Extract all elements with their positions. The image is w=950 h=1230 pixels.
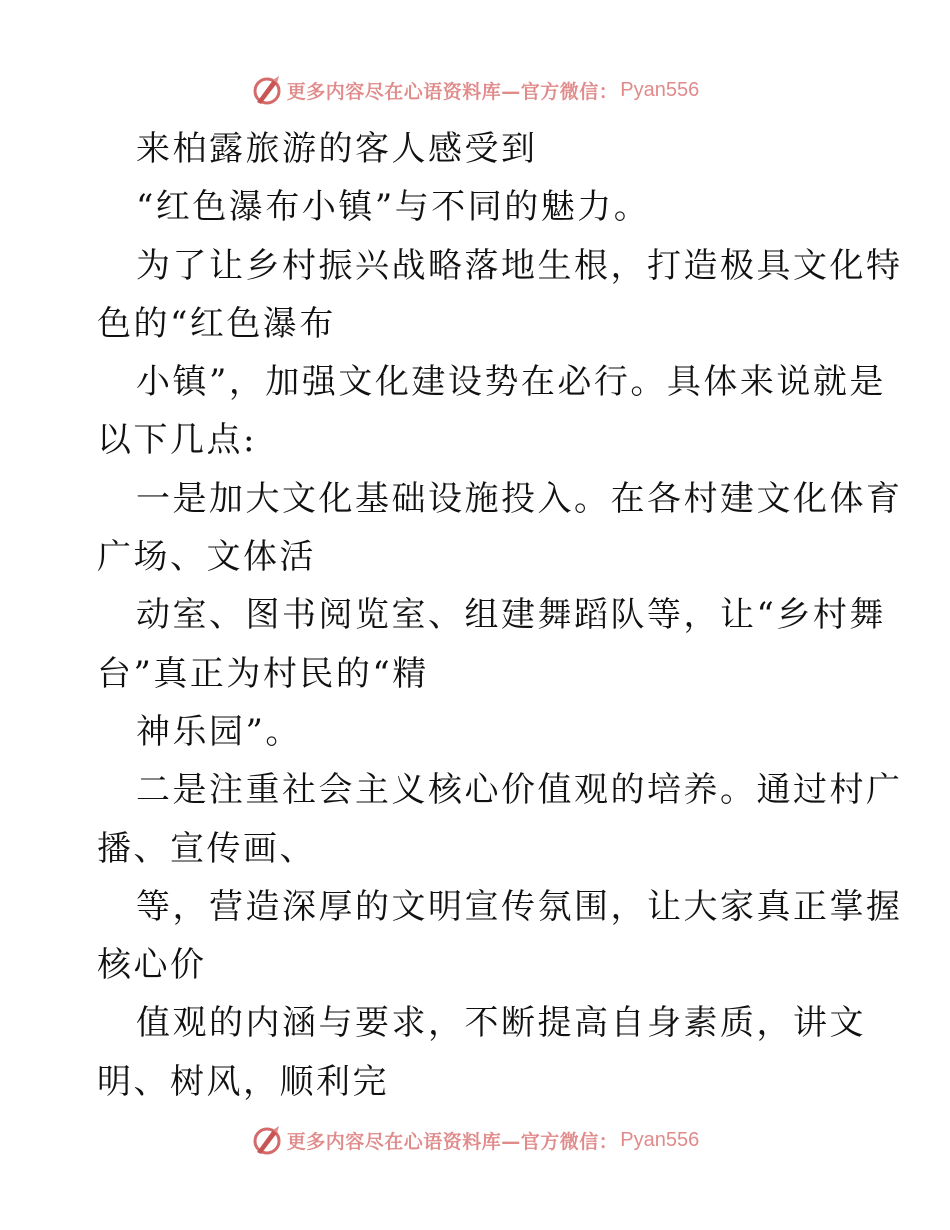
footer-watermark: [0, 1120, 950, 1160]
text-line: 色的“红色瀑布: [97, 303, 336, 344]
watermark-wechat-id: Pyan556: [620, 78, 700, 101]
text-line: 明、树风，顺利完: [97, 1061, 389, 1102]
text-line: 来柏露旅游的客人感受到: [136, 129, 538, 169]
text-line: 动室、图书阅览室、组建舞蹈队等，让“乡村舞: [136, 595, 886, 636]
text-line: 小镇”，加强文化建设势在必行。具体来说就是: [136, 362, 886, 403]
text-line: 广场、文体活: [97, 537, 316, 578]
watermark-wechat-id: Pyan556: [620, 1128, 700, 1151]
watermark-text: 更多内容尽在心语资料库—官方微信：: [286, 80, 619, 103]
quill-logo-icon: [251, 1124, 283, 1156]
text-line: 值观的内涵与要求，不断提高自身素质，讲文: [136, 1003, 866, 1044]
text-line: 核心价: [97, 945, 207, 986]
text-line: “红色瀑布小镇”与不同的魅力。: [136, 187, 651, 228]
text-line: 一是加大文化基础设施投入。在各村建文化体育: [136, 478, 903, 519]
text-line: 以下几点:: [97, 420, 257, 461]
text-line: 台”真正为村民的“精: [97, 653, 429, 694]
text-line: 播、宣传画、: [97, 828, 316, 869]
quill-logo-icon: [251, 74, 283, 106]
text-line: 为了让乡村振兴战略落地生根，打造极具文化特: [136, 245, 903, 286]
text-line: 二是注重社会主义核心价值观的培养。通过村广: [136, 770, 903, 811]
text-line: 等，营造深厚的文明宣传氛围，让大家真正掌握: [136, 886, 903, 927]
text-line: 神乐园”。: [136, 711, 302, 752]
watermark-text: 更多内容尽在心语资料库—官方微信：: [286, 1130, 619, 1153]
header-watermark: [0, 70, 950, 110]
document-body: [97, 120, 903, 1111]
